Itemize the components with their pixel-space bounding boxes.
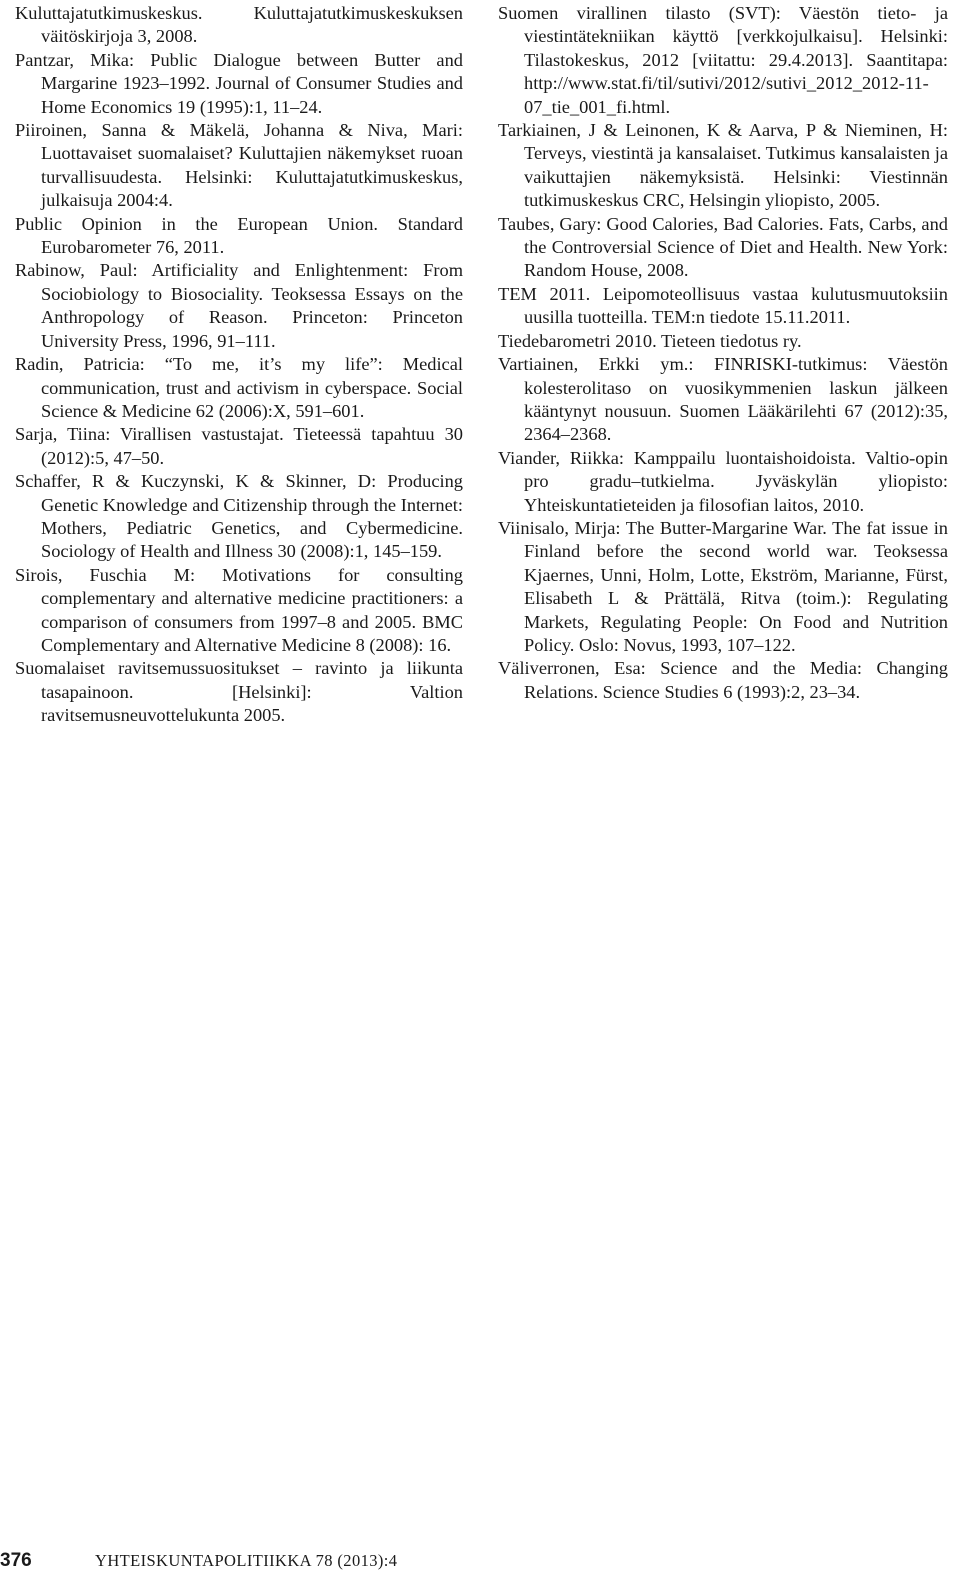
reference-entry: Tiedebarometri 2010. Tieteen tiedotus ry. bbox=[498, 330, 802, 351]
reference-entry: Väliverronen, Esa: Science and the Media: Changing Relations. Science Studies 6 (1993):2, 23–34. bbox=[498, 658, 948, 702]
reference-entry: Rabinow, Paul: Artificiality and Enlightenment: From Sociobiology to Biosociality. Teoksessa Essays on the Anthropology of Reason. Princeton: Princeton University Press, 1996, 91–111. bbox=[15, 260, 463, 351]
reference-entry: Vartiainen, Erkki ym.: FINRISKI-tutkimus: Väestön kolesterolitaso on vuosikymmenien laskun jälkeen kääntynyt nousuun. Suomen Lääkärilehti 67 (2012):35, 2364–2368. bbox=[498, 354, 948, 445]
reference-entry: Piiroinen, Sanna & Mäkelä, Johanna & Niva, Mari: Luottavaiset suomalaiset? Kuluttajien näkemykset ruoan turvallisuudesta. Helsinki: Kuluttajatutkimuskeskus, julkaisuja 2004:4. bbox=[15, 120, 463, 211]
reference-entry: Suomen virallinen tilasto (SVT): Väestön tieto- ja viestintätekniikan käyttö [verkkojulkaisu]. Helsinki: Tilastokeskus, 2012 [viitattu: 29.4.2013]. Saantitapa: http://www.stat.fi/til/sutivi/2012/sutivi_2012_2012-11-07_tie_001_fi.html. bbox=[498, 3, 948, 117]
reference-entry: Public Opinion in the European Union. Standard Eurobarometer 76, 2011. bbox=[15, 213, 463, 258]
reference-entry: Kuluttajatutkimuskeskus. Kuluttajatutkimuskeskuksen väitöskirjoja 3, 2008. bbox=[15, 3, 463, 47]
reference-entry: Taubes, Gary: Good Calories, Bad Calories. Fats, Carbs, and the Controversial Science of Diet and Health. New York: Random House, 2008. bbox=[498, 213, 948, 281]
reference-entry: Schaffer, R & Kuczynski, K & Skinner, D: Producing Genetic Knowledge and Citizenship through the Internet: Mothers, Pediatric Genetics, and Cybermedicine. Sociology of Health and Illness 30 (2008):1, 145–159. bbox=[15, 471, 463, 562]
reference-list-left bbox=[15, 2, 463, 728]
reference-entry: Sirois, Fuschia M: Motivations for consulting complementary and alternative medicine practitioners: a comparison of consumers from 1997–8 and 2005. BMC Complementary and Alternative Medicine 8 (2008): 16. bbox=[15, 564, 463, 655]
reference-entry: Radin, Patricia: “To me, it’s my life”: Medical communication, trust and activism in cyberspace. Social Science & Medicine 62 (2006):X, 591–601. bbox=[15, 354, 463, 421]
page-number: 376 bbox=[0, 1550, 32, 1571]
reference-entry: Viinisalo, Mirja: The Butter-Margarine War. The fat issue in Finland before the second world war. Teoksessa Kjaernes, Unni, Holm, Lotte, Ekström, Marianne, Fürst, Elisabeth L & Prättälä, Ritva (toim.): Regulating Markets, Regulating People: On Food and Nutrition Policy. Oslo: Novus, 1993, 107–122. bbox=[498, 517, 948, 655]
reference-entry: Viander, Riikka: Kamppailu luontaishoidoista. Valtio-opin pro gradu–tutkielma. Jyväskylän yliopisto: Yhteiskuntatieteiden ja filosofian laitos, 2010. bbox=[498, 447, 948, 515]
reference-entry: Pantzar, Mika: Public Dialogue between Butter and Margarine 1923–1992. Journal of Consumer Studies and Home Economics 19 (1995):1, 11–24. bbox=[15, 49, 463, 117]
page-footer bbox=[0, 1547, 960, 1577]
journal-title: YHTEISKUNTAPOLITIIKKA 78 (2013):4 bbox=[95, 1551, 398, 1570]
reference-entry: TEM 2011. Leipomoteollisuus vastaa kulutusmuutoksiin uusilla tuotteilla. TEM:n tiedote 15.11.2011. bbox=[498, 283, 948, 328]
reference-entry: Suomalaiset ravitsemussuositukset – ravinto ja liikunta tasapainoon. [Helsinki]: Valtion ravitsemusneuvottelukunta 2005. bbox=[15, 658, 463, 726]
reference-entry: Sarja, Tiina: Virallisen vastustajat. Tieteessä tapahtuu 30 (2012):5, 47–50. bbox=[15, 424, 463, 468]
reference-entry: Tarkiainen, J & Leinonen, K & Aarva, P & Nieminen, H: Terveys, viestintä ja kansalaiset. Tutkimus kansalaisten ja vaikuttajien näkemyksistä. Helsinki: Viestinnän tutkimuskeskus CRC, Helsingin yliopisto, 2005. bbox=[498, 120, 948, 211]
reference-list-right bbox=[498, 2, 948, 704]
